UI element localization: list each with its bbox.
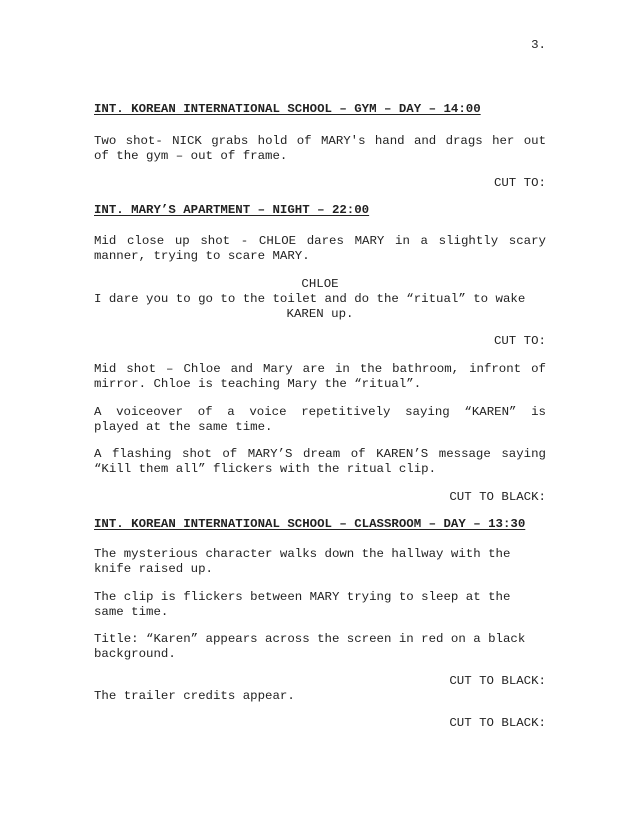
dialogue-line: KAREN up. (286, 307, 354, 321)
action-line: background. (94, 647, 176, 661)
scene-heading: INT. KOREAN INTERNATIONAL SCHOOL – GYM – DAY – 14:00 (94, 102, 481, 116)
action-line: Two shot- NICK grabs hold of MARY's hand and drags her out (94, 134, 546, 148)
transition: CUT TO BLACK: (449, 674, 546, 688)
action-line: The clip is flickers between MARY trying to sleep at the (94, 590, 511, 604)
action-line: manner, trying to scare MARY. (94, 249, 310, 263)
action-line: The trailer credits appear. (94, 689, 295, 703)
scene-heading: INT. MARY’S APARTMENT – NIGHT – 22:00 (94, 203, 370, 217)
action-line: A voiceover of a voice repetitively saying “KAREN” is (94, 405, 546, 419)
action-line: of the gym – out of frame. (94, 149, 288, 163)
action-line: The mysterious character walks down the hallway with the (94, 547, 511, 561)
action-line: Mid shot – Chloe and Mary are in the bathroom, infront of (94, 362, 546, 376)
action-line: mirror. Chloe is teaching Mary the “ritual”. (94, 377, 422, 391)
action-line: knife raised up. (94, 562, 213, 576)
dialogue-line: I dare you to go to the toilet and do the “ritual” to wake (94, 292, 526, 306)
action-line: Title: “Karen” appears across the screen in red on a black (94, 632, 526, 646)
action-line: A flashing shot of MARY’S dream of KAREN’S message saying (94, 447, 546, 461)
transition: CUT TO BLACK: (449, 716, 546, 730)
action-line: Mid close up shot - CHLOE dares MARY in a slightly scary (94, 234, 546, 248)
page-number: 3. (531, 38, 546, 52)
character-name: CHLOE (301, 277, 339, 291)
transition: CUT TO: (493, 176, 546, 190)
scene-heading: INT. KOREAN INTERNATIONAL SCHOOL – CLASSROOM – DAY – 13:30 (94, 517, 526, 531)
action-line: same time. (94, 605, 169, 619)
transition: CUT TO: (493, 334, 546, 348)
action-line: played at the same time. (94, 420, 273, 434)
transition: CUT TO BLACK: (449, 490, 546, 504)
action-line: “Kill them all” flickers with the ritual clip. (94, 462, 437, 476)
